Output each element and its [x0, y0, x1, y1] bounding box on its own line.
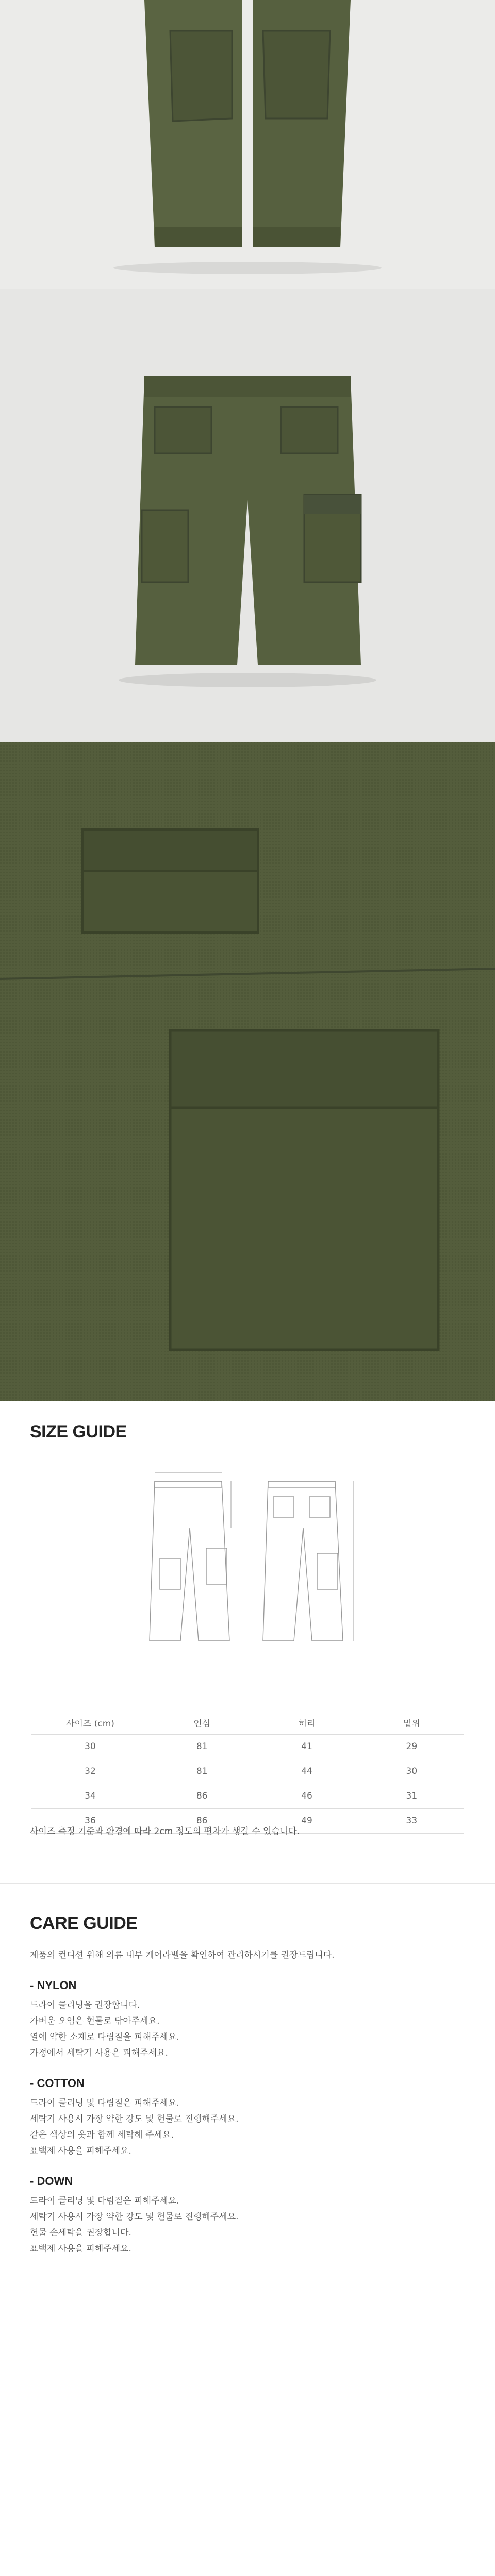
care-section-heading: - COTTON — [30, 2077, 85, 2090]
product-photo-legs — [0, 0, 495, 289]
product-photo-pocket-closeup — [0, 742, 495, 1401]
pants-full-image — [0, 289, 495, 742]
size-table — [31, 1711, 464, 1834]
size-guide-diagram — [144, 1466, 361, 1659]
size-note: 사이즈 측정 기준과 환경에 따라 2cm 정도의 편차가 생길 수 있습니다. — [30, 1826, 300, 1837]
table-row — [31, 1784, 464, 1808]
waist-col-header: 허리 — [254, 1711, 359, 1734]
product-photo-full — [0, 289, 495, 742]
care-section-heading: - NYLON — [30, 1979, 77, 1992]
rise-col-header: 밑위 — [359, 1711, 464, 1734]
care-line: 드라이 클리닝을 권장합니다. — [30, 2000, 140, 2010]
table-cell: 86 — [150, 1784, 254, 1808]
care-line: 가정에서 세탁기 사용은 피해주세요. — [30, 2048, 168, 2058]
table-cell: 81 — [150, 1759, 254, 1784]
size-col-header: 사이즈 (cm) — [31, 1711, 150, 1734]
pants-legs-image — [0, 0, 495, 289]
care-guide-body — [30, 1947, 335, 2257]
table-cell: 44 — [254, 1759, 359, 1784]
table-row — [31, 1734, 464, 1759]
care-guide-title: CARE GUIDE — [30, 1913, 138, 1933]
inseam-col-header: 인심 — [150, 1711, 254, 1734]
care-line: 같은 색상의 옷과 함께 세탁해 주세요. — [30, 2130, 174, 2140]
table-cell: 36 — [31, 1808, 150, 1833]
care-line: 표백제 사용을 피해주세요. — [30, 2244, 131, 2254]
care-section-nylon — [30, 1977, 335, 2061]
table-cell: 41 — [254, 1734, 359, 1759]
care-section-cotton — [30, 2075, 335, 2159]
table-cell: 30 — [359, 1759, 464, 1784]
care-line: 세탁기 사용시 가장 약한 강도 및 헌물로 진행해주세요. — [30, 2212, 239, 2222]
care-line: 세탁기 사용시 가장 약한 강도 및 헌물로 진행해주세요. — [30, 2114, 239, 2124]
care-line: 표백제 사용을 피해주세요. — [30, 2146, 131, 2156]
care-intro: 제품의 컨디션 위해 의류 내부 케어라벨을 확인하여 관리하시기를 권장드립니다. — [30, 1950, 335, 1960]
table-cell: 46 — [254, 1784, 359, 1808]
care-section-heading: - DOWN — [30, 2175, 73, 2188]
table-cell: 34 — [31, 1784, 150, 1808]
care-section-down — [30, 2173, 335, 2257]
size-guide-title: SIZE GUIDE — [30, 1422, 127, 1442]
table-cell: 30 — [31, 1734, 150, 1759]
care-line: 드라이 클리닝 및 다림질은 피해주세요. — [30, 2196, 179, 2206]
table-row — [31, 1759, 464, 1784]
table-cell: 32 — [31, 1759, 150, 1784]
table-cell: 29 — [359, 1734, 464, 1759]
table-cell: 81 — [150, 1734, 254, 1759]
pocket-closeup-image — [0, 742, 495, 1401]
care-line: 헌물 손세탁을 권장합니다. — [30, 2228, 131, 2238]
table-cell: 86 — [150, 1808, 254, 1833]
care-line: 열에 약한 소재로 다림질을 피해주세요. — [30, 2032, 179, 2042]
care-line: 가벼운 오염은 헌물로 닦아주세요. — [30, 2016, 160, 2026]
size-table-header — [31, 1711, 464, 1734]
section-divider — [0, 1883, 495, 1884]
care-line: 드라이 클리닝 및 다림질은 피해주세요. — [30, 2098, 179, 2108]
table-cell: 31 — [359, 1784, 464, 1808]
table-cell: 49 — [254, 1808, 359, 1833]
table-cell: 33 — [359, 1808, 464, 1833]
